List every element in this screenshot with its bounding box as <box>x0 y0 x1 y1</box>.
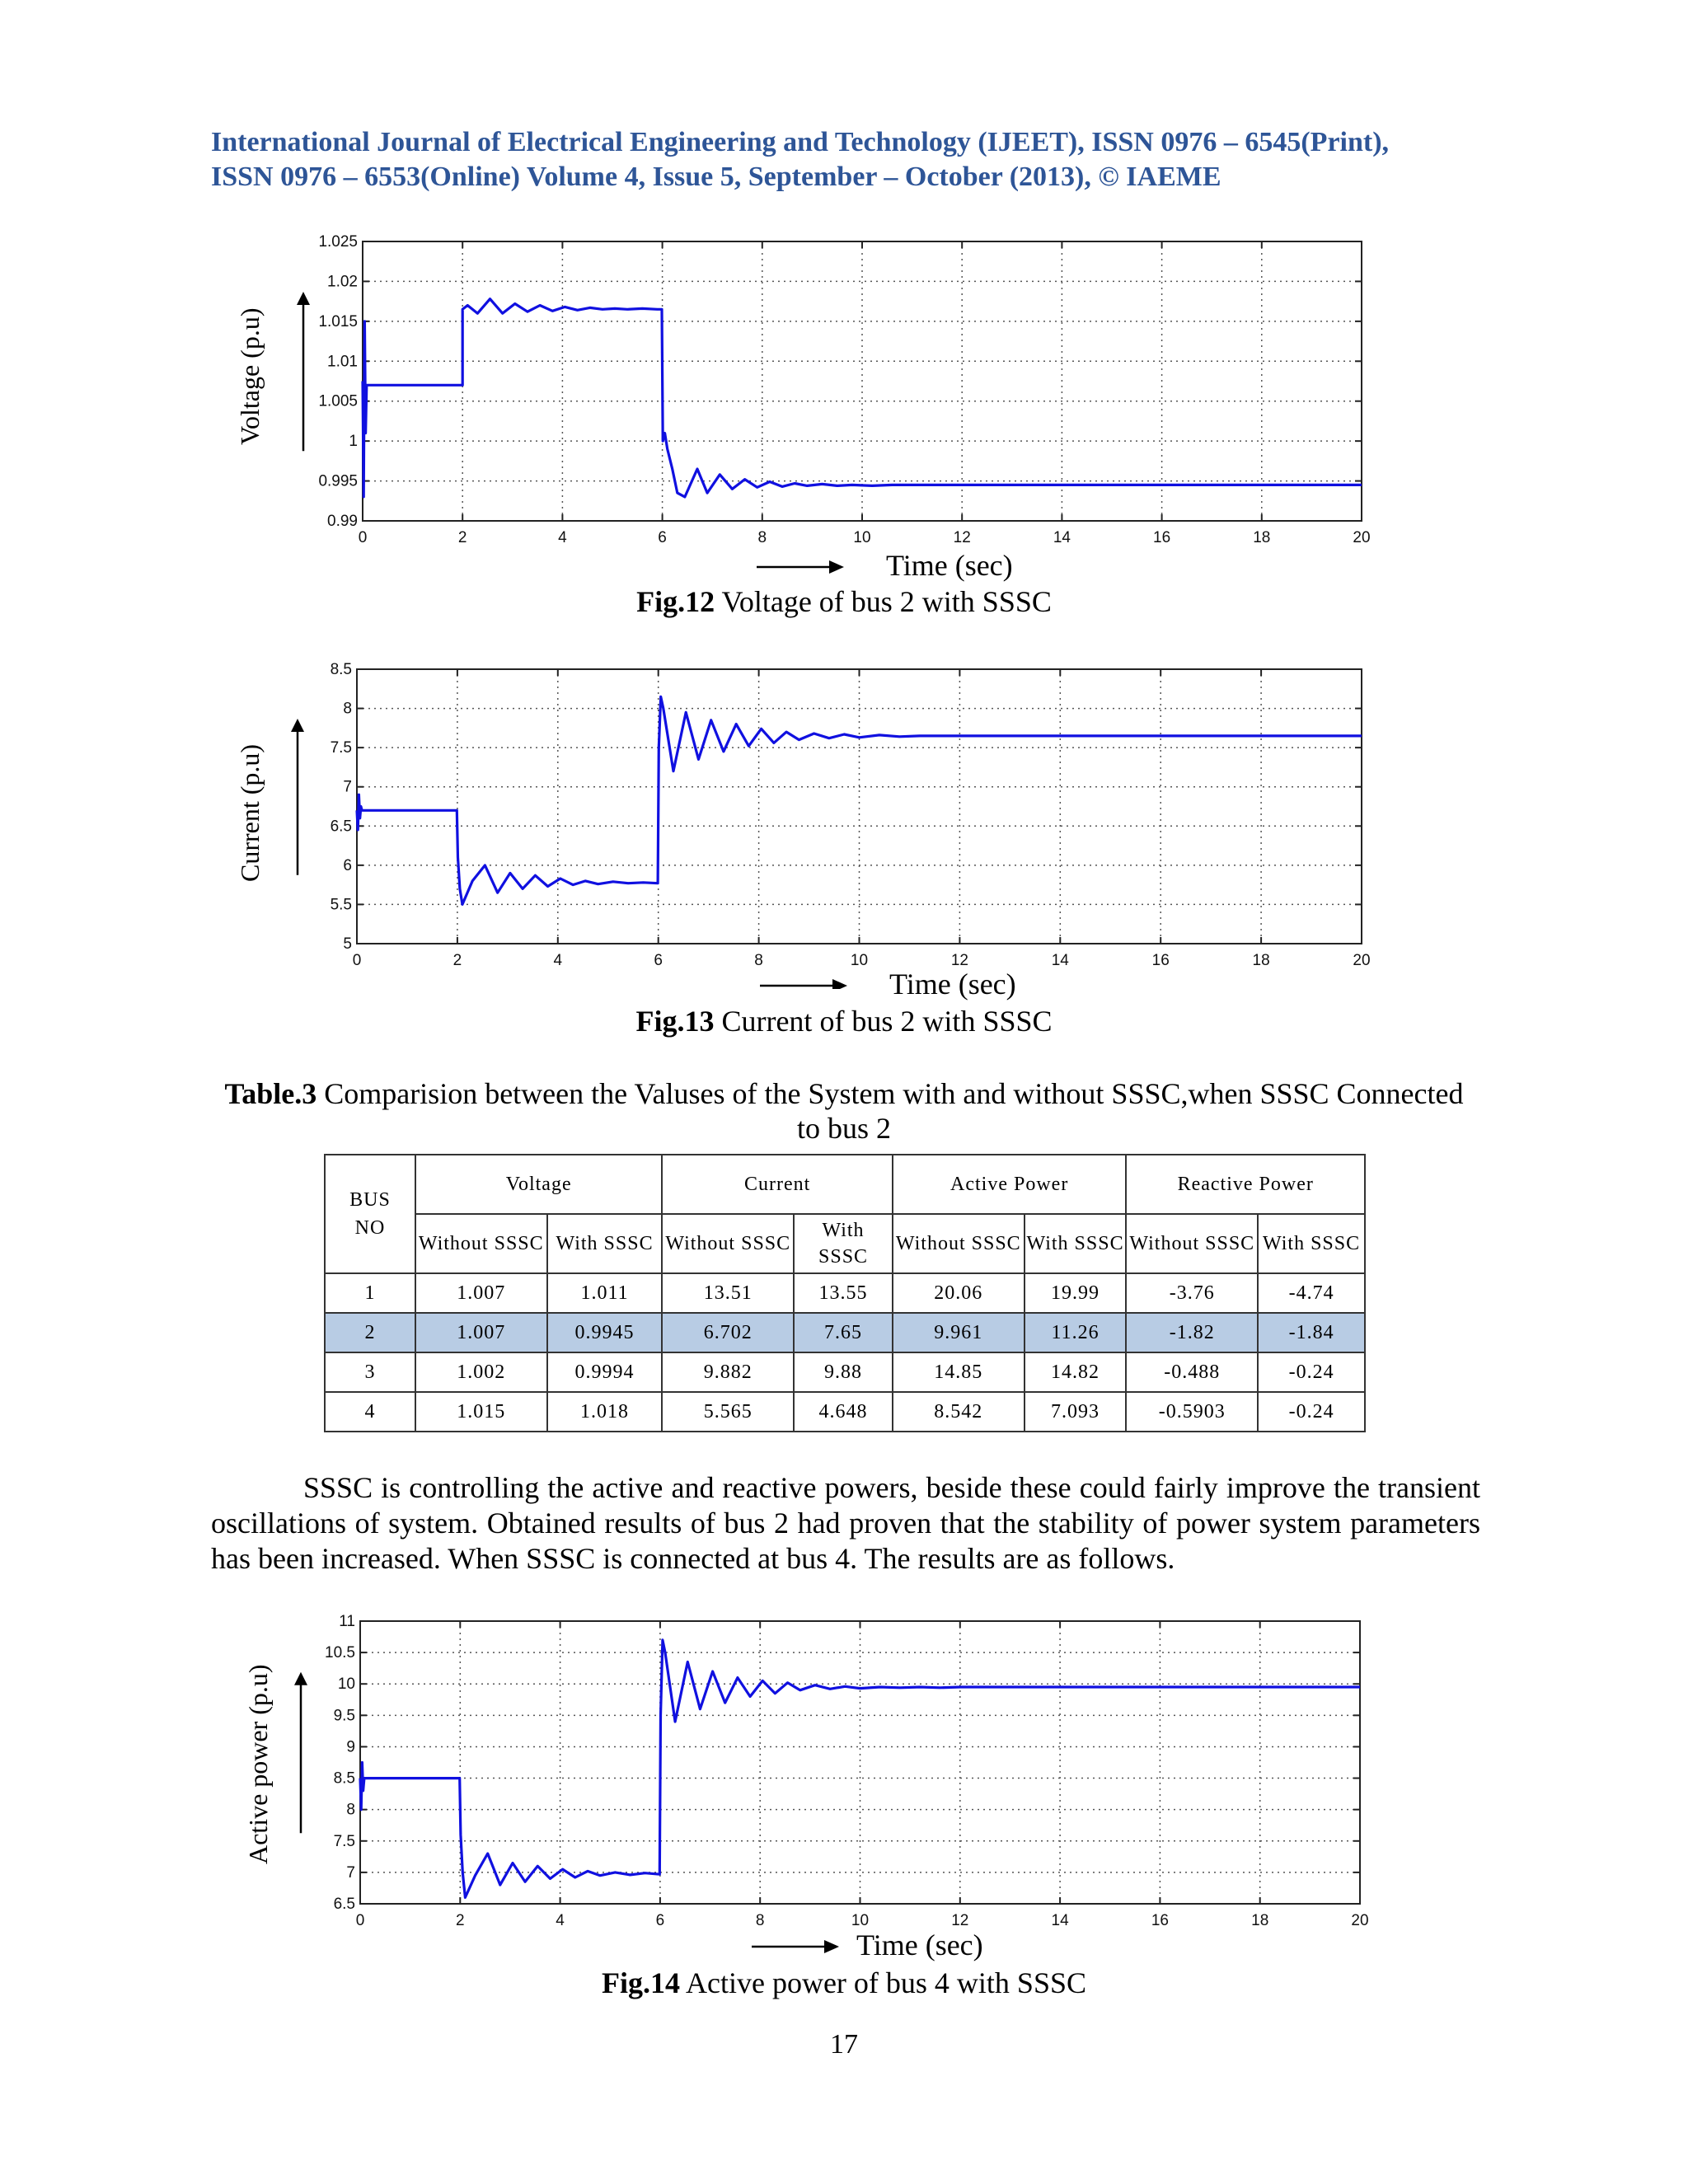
journal-header-line1: International Journal of Electrical Engineering and Technology (IJEET), ISSN 0976 – 6545(Print), <box>211 127 1390 157</box>
value-cell: 20.06 <box>893 1273 1025 1313</box>
y-tick-label: 6.5 <box>330 818 352 836</box>
value-cell: -1.84 <box>1258 1313 1365 1352</box>
y-tick-label: 9 <box>346 1738 355 1756</box>
x-tick-label: 12 <box>950 952 968 969</box>
value-cell: 11.26 <box>1025 1313 1127 1352</box>
y-tick-label: 8.5 <box>330 661 352 678</box>
header-bus-no: BUS NO <box>325 1155 415 1273</box>
x-tick-label: 14 <box>1051 1912 1069 1929</box>
x-tick-label: 6 <box>658 529 667 546</box>
y-tick-label: 6.5 <box>333 1896 355 1913</box>
value-cell: 14.82 <box>1025 1352 1127 1392</box>
sub-active-power-without: Without SSSC <box>893 1214 1025 1273</box>
value-cell: 7.093 <box>1025 1392 1127 1432</box>
x-tick-label: 16 <box>1151 952 1170 969</box>
fig13-ylabel: Current (p.u) <box>235 743 265 882</box>
y-tick-label: 1 <box>349 433 358 451</box>
x-tick-label: 0 <box>355 1912 365 1929</box>
sub-current-without: Without SSSC <box>662 1214 794 1273</box>
value-cell: -0.488 <box>1126 1352 1258 1392</box>
fig13-caption-text: Current of bus 2 with SSSC <box>714 1005 1053 1038</box>
x-tick-label: 8 <box>755 1912 765 1929</box>
value-cell: 0.9994 <box>547 1352 663 1392</box>
x-tick-label: 20 <box>1351 1912 1369 1929</box>
value-cell: 1.015 <box>415 1392 547 1432</box>
sub-active-power-with: With SSSC <box>1025 1214 1127 1273</box>
x-tick-label: 8 <box>757 529 767 546</box>
value-cell: -4.74 <box>1258 1273 1365 1313</box>
x-tick-label: 4 <box>556 1912 565 1929</box>
y-tick-label: 9.5 <box>333 1707 355 1725</box>
y-tick-label: 1.005 <box>318 392 358 410</box>
value-cell: 9.961 <box>893 1313 1025 1352</box>
y-tick-label: 0.995 <box>318 472 358 490</box>
fig13-xlabel: Time (sec) <box>889 968 1016 1001</box>
header-active-power: Active Power <box>893 1155 1127 1214</box>
y-arrow-head-icon <box>294 1672 307 1685</box>
fig14-ylabel: Active power (p.u) <box>243 1664 273 1864</box>
fig12-caption-label: Fig.12 <box>636 585 715 618</box>
value-cell: -0.24 <box>1258 1392 1365 1432</box>
sub-voltage-without: Without SSSC <box>415 1214 547 1273</box>
value-cell: 13.55 <box>794 1273 893 1313</box>
y-tick-label: 7.5 <box>333 1832 355 1850</box>
y-tick-label: 7 <box>343 778 352 796</box>
value-cell: 9.88 <box>794 1352 893 1392</box>
x-tick-label: 4 <box>558 529 567 546</box>
sub-reactive-power-without: Without SSSC <box>1126 1214 1258 1273</box>
value-cell: 19.99 <box>1025 1273 1127 1313</box>
fig14-caption-label: Fig.14 <box>601 1966 680 1999</box>
bus-number-cell: 4 <box>325 1392 415 1432</box>
sub-current-with: With SSSC <box>794 1214 893 1273</box>
y-tick-label: 5.5 <box>330 896 352 914</box>
y-tick-label: 6 <box>343 856 352 874</box>
x-tick-label: 2 <box>456 1912 465 1929</box>
page-number: 17 <box>830 2029 858 2060</box>
header-current: Current <box>662 1155 893 1214</box>
y-tick-label: 7.5 <box>330 739 352 757</box>
fig14-xlabel: Time (sec) <box>856 1929 983 1961</box>
value-cell: 1.007 <box>415 1313 547 1352</box>
y-tick-label: 0.99 <box>327 513 358 530</box>
fig14-caption <box>0 1966 1688 2000</box>
x-tick-label: 6 <box>655 1912 665 1929</box>
body-paragraph: SSSC is controlling the active and reactive powers, beside these could fairly improve the transient oscillations of system. Obtained results of bus 2 had proven that the stability of power system parameters has been increased. When SSSC is connected at bus 4. The results are as follows. <box>211 1471 1480 1575</box>
fig12-ylabel: Voltage (p.u) <box>235 307 265 445</box>
value-cell: 4.648 <box>794 1392 893 1432</box>
value-cell: -3.76 <box>1126 1273 1258 1313</box>
value-cell: -0.5903 <box>1126 1392 1258 1432</box>
header-reactive-power: Reactive Power <box>1126 1155 1365 1214</box>
table-caption-text: Comparision between the Valuses of the System with and without SSSC,when SSSC Connected to bus 2 <box>316 1077 1464 1145</box>
bus-number-cell: 2 <box>325 1313 415 1352</box>
x-tick-label: 12 <box>953 529 971 546</box>
x-tick-label: 18 <box>1251 1912 1269 1929</box>
x-tick-label: 20 <box>1353 952 1371 969</box>
fig13-caption-label: Fig.13 <box>635 1005 715 1038</box>
y-tick-label: 8.5 <box>333 1769 355 1788</box>
fig12-caption-text: Voltage of bus 2 with SSSC <box>715 585 1052 618</box>
plot-frame <box>360 1621 1360 1904</box>
value-cell: 1.018 <box>547 1392 663 1432</box>
y-tick-label: 10 <box>337 1675 355 1694</box>
y-tick-label: 1.015 <box>318 312 358 330</box>
x-tick-label: 20 <box>1353 529 1371 546</box>
bus-number-cell: 3 <box>325 1352 415 1392</box>
value-cell: 8.542 <box>893 1392 1025 1432</box>
y-tick-label: 8 <box>346 1801 355 1819</box>
x-tick-label: 18 <box>1252 952 1270 969</box>
value-cell: 14.85 <box>893 1352 1025 1392</box>
value-cell: -1.82 <box>1126 1313 1258 1352</box>
fig14-caption-text: Active power of bus 4 with SSSC <box>679 1966 1086 1999</box>
y-tick-label: 1.02 <box>327 273 358 291</box>
x-tick-label: 12 <box>951 1912 969 1929</box>
x-tick-label: 10 <box>853 529 871 546</box>
x-tick-label: 16 <box>1151 1912 1169 1929</box>
value-cell: 5.565 <box>662 1392 794 1432</box>
x-tick-label: 2 <box>452 952 462 969</box>
x-tick-label: 14 <box>1051 952 1069 969</box>
x-tick-label: 10 <box>850 952 869 969</box>
value-cell: 1.002 <box>415 1352 547 1392</box>
x-tick-label: 0 <box>358 529 368 546</box>
fig12-xlabel: Time (sec) <box>886 549 1013 582</box>
journal-header-line2: ISSN 0976 – 6553(Online) Volume 4, Issue 5, September – October (2013), © IAEME <box>211 162 1221 192</box>
value-cell: 9.882 <box>662 1352 794 1392</box>
x-tick-label: 4 <box>553 952 563 969</box>
y-tick-label: 11 <box>339 1613 355 1630</box>
value-cell: 6.702 <box>662 1313 794 1352</box>
y-tick-label: 7 <box>346 1863 355 1882</box>
value-cell: -0.24 <box>1258 1352 1365 1392</box>
y-tick-label: 8 <box>343 700 352 718</box>
x-tick-label: 10 <box>851 1912 870 1929</box>
y-tick-label: 1.025 <box>318 233 358 251</box>
table-caption-label: Table.3 <box>224 1077 317 1110</box>
value-cell: 1.007 <box>415 1273 547 1313</box>
y-tick-label: 1.01 <box>327 353 358 371</box>
value-cell: 0.9945 <box>547 1313 663 1352</box>
sub-reactive-power-with: With SSSC <box>1258 1214 1365 1273</box>
value-cell: 13.51 <box>662 1273 794 1313</box>
x-tick-label: 18 <box>1253 529 1271 546</box>
bus-number-cell: 1 <box>325 1273 415 1313</box>
x-tick-label: 6 <box>654 952 663 969</box>
x-tick-label: 2 <box>457 529 467 546</box>
value-cell: 7.65 <box>794 1313 893 1352</box>
header-voltage: Voltage <box>415 1155 663 1214</box>
value-cell: 1.011 <box>547 1273 663 1313</box>
sub-voltage-with: With SSSC <box>547 1214 663 1273</box>
x-tick-label: 8 <box>754 952 763 969</box>
x-arrow-head-icon <box>824 1940 839 1953</box>
x-tick-label: 16 <box>1153 529 1171 546</box>
y-tick-label: 5 <box>343 935 352 953</box>
x-tick-label: 0 <box>352 952 362 969</box>
x-tick-label: 14 <box>1053 529 1071 546</box>
y-tick-label: 10.5 <box>325 1644 355 1662</box>
